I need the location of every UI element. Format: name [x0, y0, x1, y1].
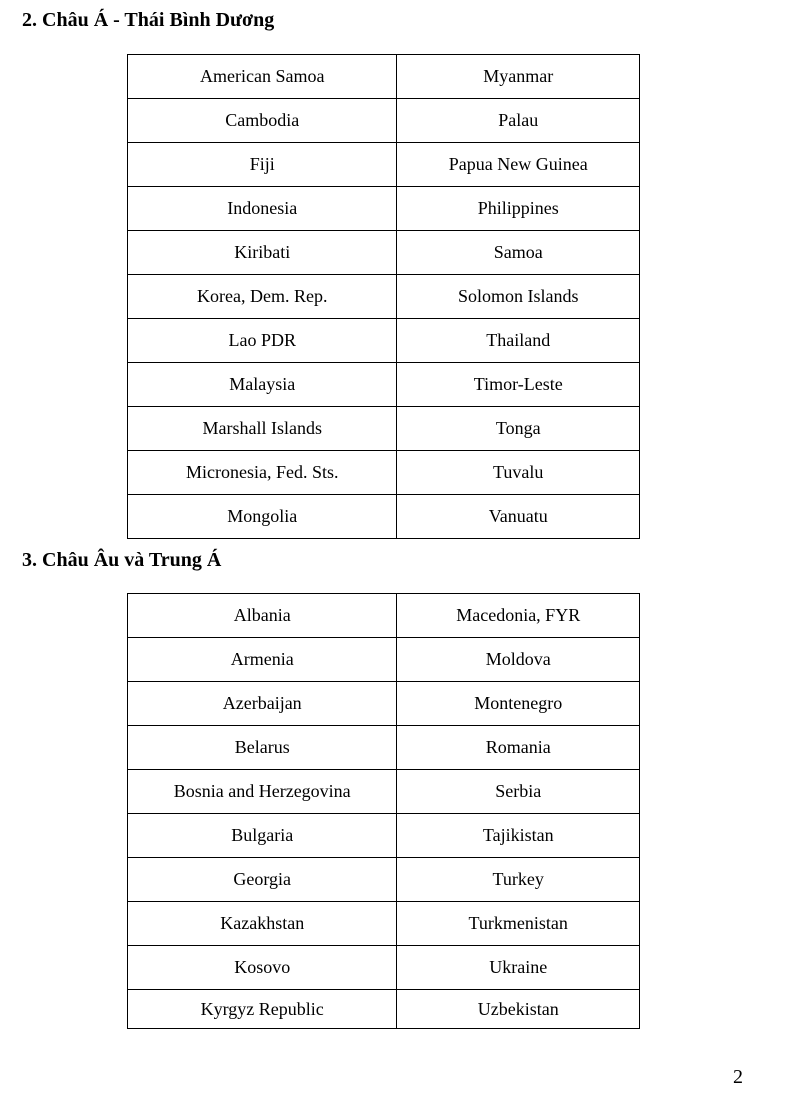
table-row: [128, 902, 640, 946]
table-cell: Kazakhstan: [128, 902, 397, 946]
table-cell: Uzbekistan: [397, 990, 640, 1029]
table-cell: Bulgaria: [128, 814, 397, 858]
table-cell: Kosovo: [128, 946, 397, 990]
europe-central-asia-country-table: [127, 593, 640, 1029]
table-cell: Kyrgyz Republic: [128, 990, 397, 1029]
table-row: [128, 319, 640, 363]
table-cell: Philippines: [397, 187, 640, 231]
table-row: [128, 363, 640, 407]
table-row: [128, 495, 640, 539]
table-cell: Cambodia: [128, 99, 397, 143]
table-cell: Palau: [397, 99, 640, 143]
table-cell: Kiribati: [128, 231, 397, 275]
table-cell: Solomon Islands: [397, 275, 640, 319]
table-cell: Albania: [128, 594, 397, 638]
table-row: [128, 638, 640, 682]
table-cell: Bosnia and Herzegovina: [128, 770, 397, 814]
table-cell: Samoa: [397, 231, 640, 275]
table-cell: Thailand: [397, 319, 640, 363]
section-heading-asia-pacific: 2. Châu Á - Thái Bình Dương: [22, 9, 275, 31]
table-row: [128, 231, 640, 275]
table-row: [128, 451, 640, 495]
table-row: [128, 990, 640, 1029]
table-row: [128, 682, 640, 726]
table-cell: Malaysia: [128, 363, 397, 407]
table-row: [128, 594, 640, 638]
table-cell: Tuvalu: [397, 451, 640, 495]
table-cell: Papua New Guinea: [397, 143, 640, 187]
table-cell: Ukraine: [397, 946, 640, 990]
table-cell: Tajikistan: [397, 814, 640, 858]
table-cell: Georgia: [128, 858, 397, 902]
table-cell: Romania: [397, 726, 640, 770]
asia-pacific-country-table: [127, 54, 640, 539]
table-cell: Serbia: [397, 770, 640, 814]
section-heading-europe-central-asia: 3. Châu Âu và Trung Á: [22, 549, 222, 571]
table-row: [128, 726, 640, 770]
table-cell: Moldova: [397, 638, 640, 682]
table-cell: Lao PDR: [128, 319, 397, 363]
table-cell: Micronesia, Fed. Sts.: [128, 451, 397, 495]
table-row: [128, 275, 640, 319]
table-cell: American Samoa: [128, 55, 397, 99]
table-cell: Macedonia, FYR: [397, 594, 640, 638]
table-cell: Timor-Leste: [397, 363, 640, 407]
table-cell: Korea, Dem. Rep.: [128, 275, 397, 319]
table-cell: Montenegro: [397, 682, 640, 726]
page-number: 2: [733, 1066, 743, 1088]
table-row: [128, 99, 640, 143]
table-row: [128, 858, 640, 902]
table-cell: Indonesia: [128, 187, 397, 231]
table-cell: Turkey: [397, 858, 640, 902]
table-cell: Fiji: [128, 143, 397, 187]
table-cell: Armenia: [128, 638, 397, 682]
table-row: [128, 770, 640, 814]
table-cell: Turkmenistan: [397, 902, 640, 946]
table-cell: Belarus: [128, 726, 397, 770]
table-row: [128, 55, 640, 99]
table-cell: Mongolia: [128, 495, 397, 539]
table-row: [128, 946, 640, 990]
table-row: [128, 814, 640, 858]
table-cell: Vanuatu: [397, 495, 640, 539]
table-cell: Myanmar: [397, 55, 640, 99]
table-cell: Azerbaijan: [128, 682, 397, 726]
table-cell: Marshall Islands: [128, 407, 397, 451]
table-cell: Tonga: [397, 407, 640, 451]
table-row: [128, 407, 640, 451]
table-row: [128, 143, 640, 187]
table-row: [128, 187, 640, 231]
